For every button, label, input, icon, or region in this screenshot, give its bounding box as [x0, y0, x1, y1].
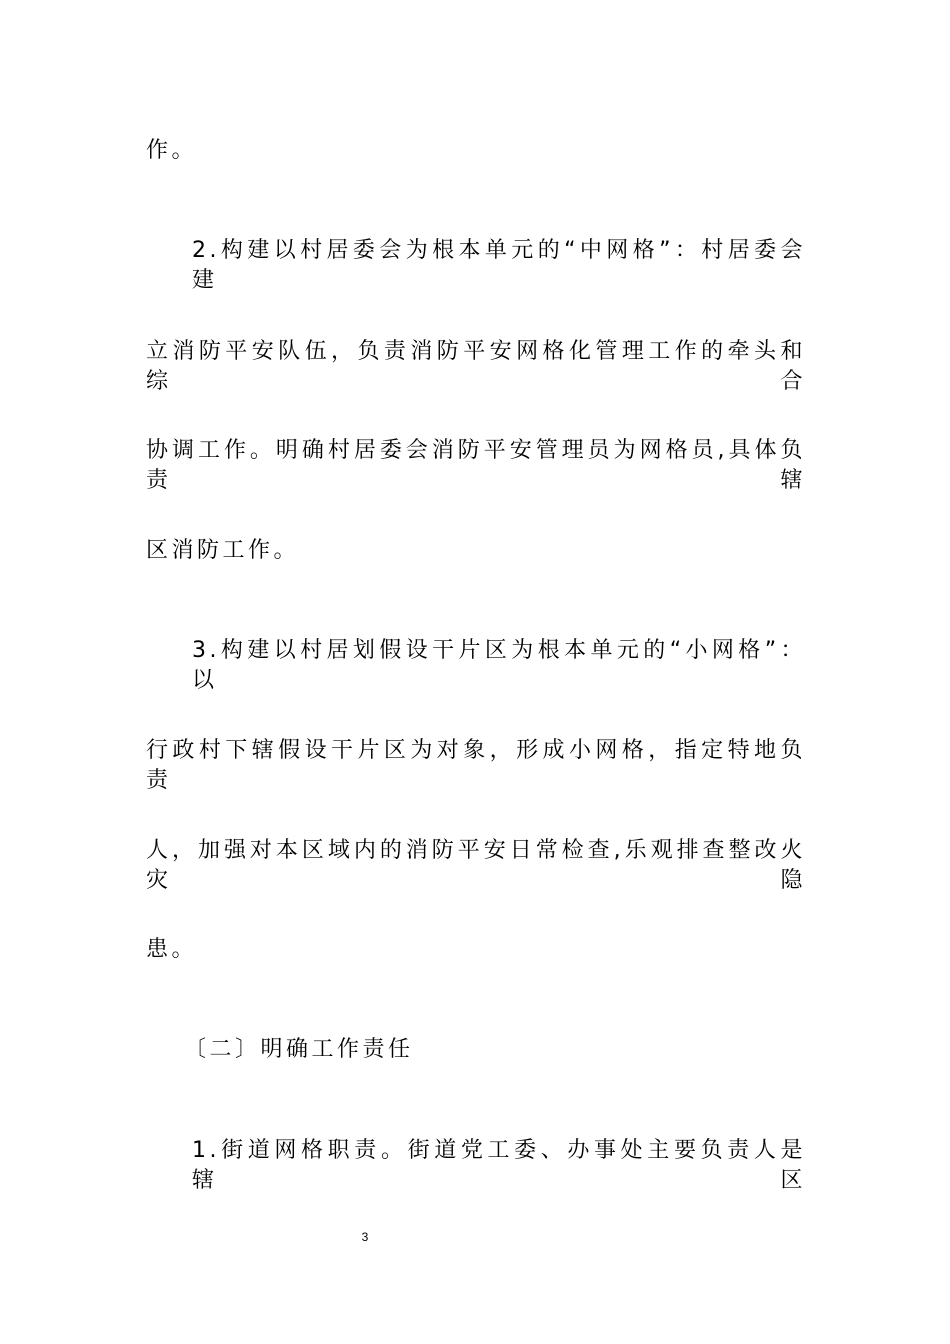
text-line-7: 行政村下辖假设干片区为对象，形成小网格，指定特地负责: [146, 738, 806, 793]
page-number: 3: [361, 1230, 369, 1244]
text-line-4: 协调工作。明确村居委会消防平安管理员为网格员,具体负责辖: [146, 438, 806, 493]
text-line-2: 2.构建以村居委会为根本单元的“中网格”：村居委会建: [192, 238, 806, 293]
text-line-8: 人，加强对本区域内的消防平安日常检查,乐观排查整改火灾隐: [146, 838, 806, 893]
text-line-5: 区消防工作。: [146, 538, 300, 563]
text-line-6: 3.构建以村居划假设干片区为根本单元的“小网格”：以: [192, 638, 806, 693]
text-line-9: 患。: [146, 937, 198, 962]
section-heading: 〔二〕明确工作责任: [184, 1037, 414, 1062]
text-line-3: 立消防平安队伍，负责消防平安网格化管理工作的牵头和综合: [146, 339, 806, 394]
text-line-11: 1.街道网格职责。街道党工委、办事处主要负责人是辖区: [192, 1138, 806, 1193]
text-line-1: 作。: [146, 138, 198, 163]
